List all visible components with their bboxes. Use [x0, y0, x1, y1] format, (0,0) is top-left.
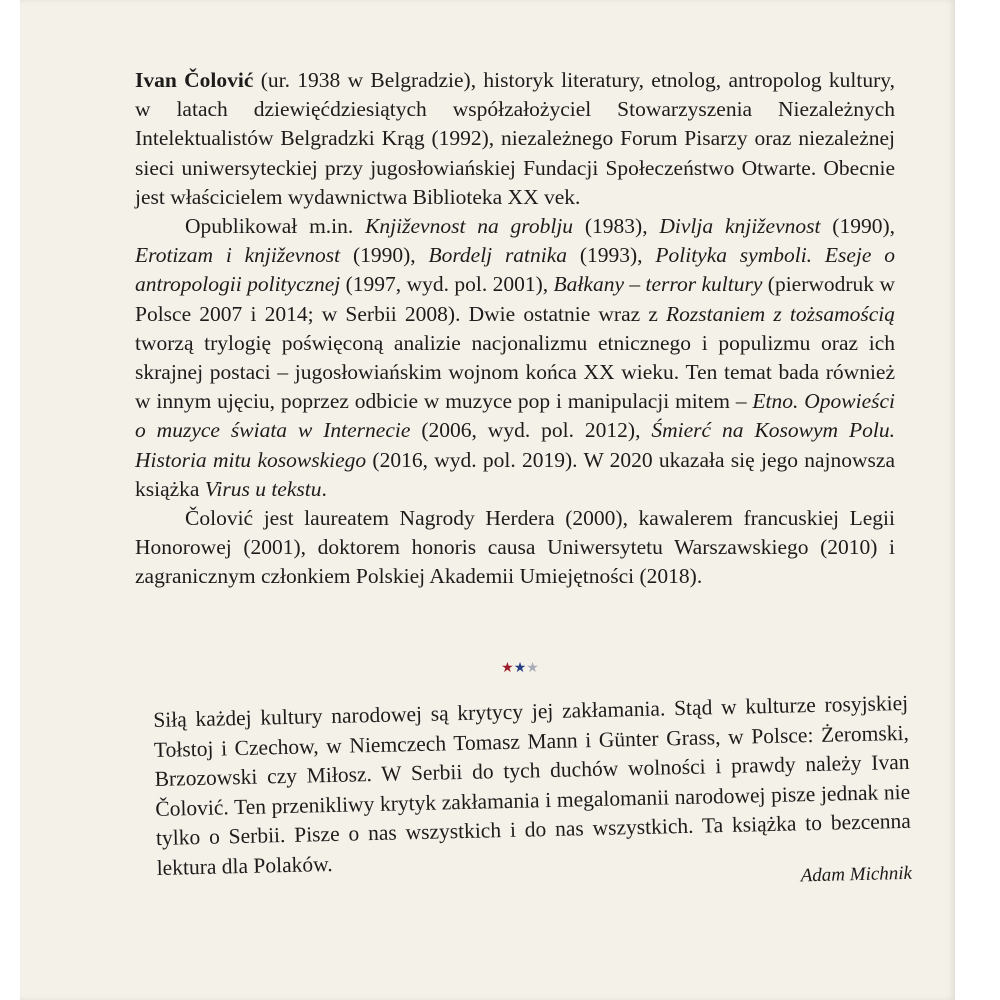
- book-title: Rozstaniem z tożsamością: [666, 301, 895, 326]
- star-ornament: [20, 660, 1000, 676]
- book-back-cover: [20, 0, 955, 1000]
- star-icon-blue: ★: [513, 660, 527, 676]
- bio-text: (1997, wyd. pol. 2001),: [340, 272, 554, 297]
- author-bio: [135, 66, 895, 592]
- book-title: Bordelj ratnika: [428, 243, 568, 268]
- bio-text: (2016, wyd. pol. 2019). W 2020 ukazała się jego najnowsza książka: [135, 447, 895, 501]
- book-title: Književnost na groblju: [365, 214, 574, 239]
- bio-text: (1983),: [573, 214, 660, 239]
- blurb-quote: [153, 689, 912, 903]
- book-title: Śmierć na Kosowym Polu. Historia mitu kosowskiego: [135, 418, 895, 472]
- book-title: Erotizam i književnost: [135, 243, 341, 268]
- book-title: Bałkany – terror kultury: [553, 272, 763, 297]
- bio-text: (ur. 1938 w Belgradzie), historyk literatury, etnolog, antropolog kultury, w latach dziewięćdziesiątych współzałożyciel Stowarzyszenia Niezależnych Intelektualistów Belgradzki Krąg (1992), niezależnego Forum Pisarzy oraz niezależnej sieci uniwersyteckiej przy jugosłowiańskiej Fundacji Społeczeństwo Otwarte. Obecnie jest właścicielem wydawnictwa Biblioteka XX vek.: [135, 68, 895, 209]
- bio-paragraph-1: [135, 66, 895, 212]
- bio-text: .: [321, 476, 327, 501]
- bio-text: Opublikował m.in.: [185, 214, 366, 239]
- bio-text: (1993),: [567, 243, 656, 268]
- star-icon-red: ★: [501, 660, 514, 676]
- bio-text: (pierwodruk w Polsce 2007 i 2014; w Serbii 2008). Dwie ostatnie wraz z: [135, 272, 895, 326]
- bio-text: (1990),: [340, 243, 429, 268]
- author-name: Ivan Čolović: [135, 68, 254, 92]
- book-title: Polityka symboli. Eseje o antropologii politycznej: [135, 243, 895, 297]
- bio-paragraph-3: Čolović jest laureatem Nagrody Herdera (2000), kawalerem francuskiej Legii Honorowej (2001), doktorem honoris causa Uniwersytetu Warszawskiego (2010) i zagranicznym członkiem Polskiej Akademii Umiejętności (2018).: [135, 506, 895, 589]
- bio-text: tworzą trylogię poświęconą analizie nacjonalizmu etnicznego i populizmu oraz ich skrajnej postaci – jugosłowiańskim wojnom końca XX wieku. Ten temat bada również w innym ujęciu, poprzez odbicie w muzyce pop i manipulacji mitem –: [135, 330, 895, 414]
- star-icon-grey: ★: [526, 660, 539, 676]
- bio-text: (2006, wyd. pol. 2012),: [410, 418, 652, 443]
- quote-author: Adam Michnik: [800, 862, 913, 887]
- bio-paragraph-2: [135, 212, 895, 504]
- book-title: Virus u tekstu: [204, 476, 322, 501]
- book-title: Etno. Opowieści o muzyce świata w Internecie: [135, 389, 895, 443]
- book-title: Divlja književnost: [659, 214, 821, 239]
- quote-text: Siłą każdej kultury narodowej są krytycy jej zakłamania. Stąd w kulturze rosyjskiej Tołstoj i Czechow, w Niemczech Tomasz Mann i Günter Grass, w Polsce: Żeromski, Brzozowski czy Miłosz. W Serbii do tych duchów wolności i prawdy należy Ivan Čolović. Ten przenikliwy krytyk zakłamania i megalomanii narodowej pisze jednak nie tylko o Serbii. Pisze o nas wszystkich i do nas wszystkich. Ta książka to bezcenna lektura dla Polaków.: [153, 690, 912, 880]
- bio-text: (1990),: [820, 214, 895, 239]
